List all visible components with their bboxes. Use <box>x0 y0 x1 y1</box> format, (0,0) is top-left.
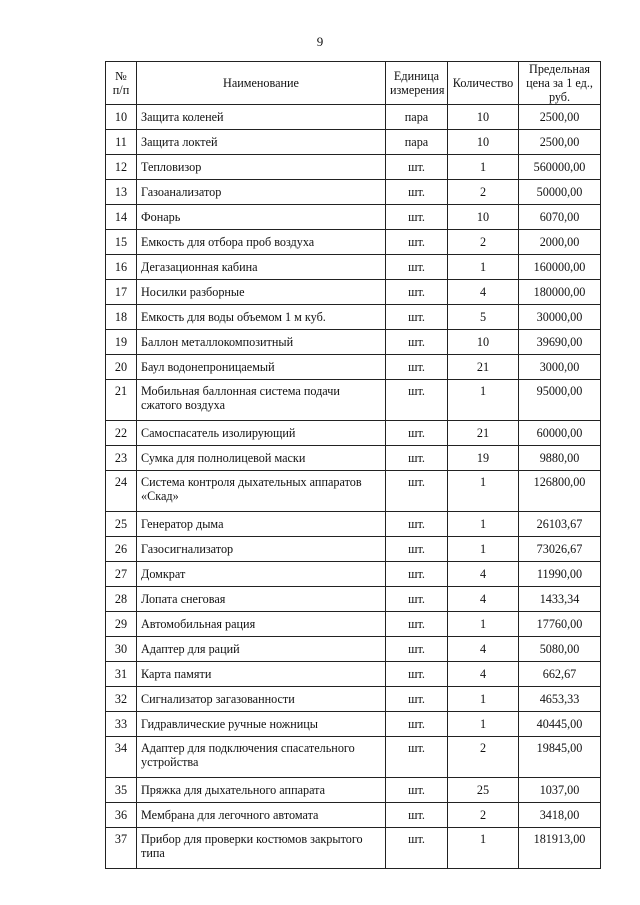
cell-unit: шт. <box>386 205 448 230</box>
table-row <box>106 587 601 612</box>
cell-qty: 2 <box>448 180 519 205</box>
table-row <box>106 803 601 828</box>
cell-qty: 10 <box>448 205 519 230</box>
cell-name: Гидравлические ручные ножницы <box>137 712 386 737</box>
cell-unit: шт. <box>386 512 448 537</box>
table-row <box>106 537 601 562</box>
cell-num: 26 <box>106 537 137 562</box>
header-name: Наименование <box>137 62 386 105</box>
cell-qty: 4 <box>448 662 519 687</box>
table-row <box>106 230 601 255</box>
cell-price: 26103,67 <box>519 512 601 537</box>
header-qty: Количество <box>448 62 519 105</box>
cell-num: 31 <box>106 662 137 687</box>
cell-qty: 10 <box>448 130 519 155</box>
cell-num: 14 <box>106 205 137 230</box>
cell-name: Сигнализатор загазованности <box>137 687 386 712</box>
cell-num: 30 <box>106 637 137 662</box>
cell-price: 1037,00 <box>519 778 601 803</box>
cell-name: Емкость для отбора проб воздуха <box>137 230 386 255</box>
cell-qty: 4 <box>448 562 519 587</box>
cell-price: 60000,00 <box>519 421 601 446</box>
table-row <box>106 305 601 330</box>
cell-unit: шт. <box>386 803 448 828</box>
cell-unit: пара <box>386 105 448 130</box>
cell-name: Емкость для воды объемом 1 м куб. <box>137 305 386 330</box>
cell-price: 17760,00 <box>519 612 601 637</box>
table-row <box>106 205 601 230</box>
cell-unit: шт. <box>386 471 448 512</box>
cell-price: 2000,00 <box>519 230 601 255</box>
cell-num: 15 <box>106 230 137 255</box>
cell-unit: шт. <box>386 537 448 562</box>
cell-name: Газоанализатор <box>137 180 386 205</box>
cell-qty: 4 <box>448 587 519 612</box>
cell-num: 11 <box>106 130 137 155</box>
table-row <box>106 446 601 471</box>
cell-name: Прибор для проверки костюмов закрытого типа <box>137 828 386 869</box>
table-row <box>106 280 601 305</box>
cell-num: 25 <box>106 512 137 537</box>
cell-name: Карта памяти <box>137 662 386 687</box>
cell-unit: шт. <box>386 355 448 380</box>
cell-qty: 1 <box>448 255 519 280</box>
cell-name: Адаптер для подключения спасательного устройства <box>137 737 386 778</box>
cell-unit: шт. <box>386 155 448 180</box>
cell-name: Баул водонепроницаемый <box>137 355 386 380</box>
table-row <box>106 180 601 205</box>
cell-num: 13 <box>106 180 137 205</box>
cell-name: Сумка для полнолицевой маски <box>137 446 386 471</box>
table-row <box>106 355 601 380</box>
cell-price: 180000,00 <box>519 280 601 305</box>
cell-qty: 19 <box>448 446 519 471</box>
table-row <box>106 737 601 778</box>
cell-num: 24 <box>106 471 137 512</box>
cell-price: 3000,00 <box>519 355 601 380</box>
cell-num: 12 <box>106 155 137 180</box>
cell-price: 11990,00 <box>519 562 601 587</box>
cell-price: 1433,34 <box>519 587 601 612</box>
table-row <box>106 330 601 355</box>
cell-num: 27 <box>106 562 137 587</box>
table-row <box>106 828 601 869</box>
cell-price: 662,67 <box>519 662 601 687</box>
cell-num: 29 <box>106 612 137 637</box>
cell-price: 160000,00 <box>519 255 601 280</box>
cell-price: 30000,00 <box>519 305 601 330</box>
cell-qty: 10 <box>448 330 519 355</box>
cell-num: 10 <box>106 105 137 130</box>
cell-name: Лопата снеговая <box>137 587 386 612</box>
cell-qty: 1 <box>448 155 519 180</box>
cell-unit: шт. <box>386 778 448 803</box>
cell-qty: 10 <box>448 105 519 130</box>
cell-unit: шт. <box>386 612 448 637</box>
cell-qty: 21 <box>448 355 519 380</box>
cell-qty: 25 <box>448 778 519 803</box>
cell-qty: 4 <box>448 280 519 305</box>
cell-unit: шт. <box>386 637 448 662</box>
price-table <box>105 61 601 869</box>
cell-name: Защита локтей <box>137 130 386 155</box>
table-row <box>106 612 601 637</box>
cell-unit: шт. <box>386 230 448 255</box>
cell-name: Самоспасатель изолирующий <box>137 421 386 446</box>
cell-unit: шт. <box>386 687 448 712</box>
cell-qty: 2 <box>448 230 519 255</box>
cell-num: 16 <box>106 255 137 280</box>
cell-name: Дегазационная кабина <box>137 255 386 280</box>
cell-price: 9880,00 <box>519 446 601 471</box>
cell-qty: 2 <box>448 737 519 778</box>
cell-name: Тепловизор <box>137 155 386 180</box>
table-row <box>106 778 601 803</box>
cell-qty: 1 <box>448 380 519 421</box>
cell-name: Баллон металлокомпозитный <box>137 330 386 355</box>
cell-price: 2500,00 <box>519 130 601 155</box>
header-num: № п/п <box>106 62 137 105</box>
cell-num: 21 <box>106 380 137 421</box>
cell-price: 19845,00 <box>519 737 601 778</box>
cell-qty: 2 <box>448 803 519 828</box>
cell-qty: 1 <box>448 512 519 537</box>
cell-name: Автомобильная рация <box>137 612 386 637</box>
table-row <box>106 155 601 180</box>
cell-num: 22 <box>106 421 137 446</box>
page-number: 9 <box>316 34 324 49</box>
cell-unit: шт. <box>386 828 448 869</box>
cell-unit: шт. <box>386 180 448 205</box>
cell-price: 181913,00 <box>519 828 601 869</box>
cell-price: 50000,00 <box>519 180 601 205</box>
cell-qty: 1 <box>448 537 519 562</box>
cell-price: 95000,00 <box>519 380 601 421</box>
table-row <box>106 380 601 421</box>
cell-name: Носилки разборные <box>137 280 386 305</box>
cell-num: 35 <box>106 778 137 803</box>
cell-qty: 4 <box>448 637 519 662</box>
table-row <box>106 662 601 687</box>
cell-num: 20 <box>106 355 137 380</box>
cell-unit: шт. <box>386 255 448 280</box>
cell-price: 5080,00 <box>519 637 601 662</box>
cell-num: 19 <box>106 330 137 355</box>
header-price: Предельная цена за 1 ед., руб. <box>519 62 601 105</box>
cell-price: 2500,00 <box>519 105 601 130</box>
cell-name: Мембрана для легочного автомата <box>137 803 386 828</box>
table-row <box>106 512 601 537</box>
cell-unit: шт. <box>386 737 448 778</box>
cell-name: Генератор дыма <box>137 512 386 537</box>
cell-unit: шт. <box>386 562 448 587</box>
cell-name: Адаптер для раций <box>137 637 386 662</box>
cell-price: 126800,00 <box>519 471 601 512</box>
table-row <box>106 562 601 587</box>
cell-unit: шт. <box>386 280 448 305</box>
cell-unit: шт. <box>386 446 448 471</box>
cell-num: 34 <box>106 737 137 778</box>
cell-name: Пряжка для дыхательного аппарата <box>137 778 386 803</box>
cell-qty: 1 <box>448 612 519 637</box>
cell-name: Мобильная баллонная система подачи сжатого воздуха <box>137 380 386 421</box>
cell-price: 73026,67 <box>519 537 601 562</box>
cell-num: 32 <box>106 687 137 712</box>
cell-name: Защита коленей <box>137 105 386 130</box>
cell-qty: 1 <box>448 471 519 512</box>
table-header-row <box>106 62 601 105</box>
cell-num: 18 <box>106 305 137 330</box>
table-row <box>106 687 601 712</box>
cell-qty: 5 <box>448 305 519 330</box>
cell-unit: шт. <box>386 662 448 687</box>
cell-name: Система контроля дыхательных аппаратов «Скад» <box>137 471 386 512</box>
cell-price: 6070,00 <box>519 205 601 230</box>
cell-unit: шт. <box>386 712 448 737</box>
cell-unit: шт. <box>386 380 448 421</box>
cell-num: 33 <box>106 712 137 737</box>
cell-num: 36 <box>106 803 137 828</box>
cell-name: Газосигнализатор <box>137 537 386 562</box>
cell-price: 4653,33 <box>519 687 601 712</box>
cell-unit: шт. <box>386 330 448 355</box>
cell-num: 37 <box>106 828 137 869</box>
cell-name: Домкрат <box>137 562 386 587</box>
header-unit: Единица измерения <box>386 62 448 105</box>
table-row <box>106 712 601 737</box>
cell-name: Фонарь <box>137 205 386 230</box>
cell-qty: 1 <box>448 828 519 869</box>
table-row <box>106 637 601 662</box>
cell-price: 560000,00 <box>519 155 601 180</box>
cell-qty: 21 <box>448 421 519 446</box>
cell-qty: 1 <box>448 712 519 737</box>
cell-num: 28 <box>106 587 137 612</box>
cell-unit: шт. <box>386 421 448 446</box>
table-row <box>106 130 601 155</box>
cell-qty: 1 <box>448 687 519 712</box>
cell-unit: пара <box>386 130 448 155</box>
table-row <box>106 105 601 130</box>
cell-price: 39690,00 <box>519 330 601 355</box>
cell-num: 23 <box>106 446 137 471</box>
cell-price: 40445,00 <box>519 712 601 737</box>
cell-price: 3418,00 <box>519 803 601 828</box>
cell-unit: шт. <box>386 305 448 330</box>
table-row <box>106 421 601 446</box>
cell-num: 17 <box>106 280 137 305</box>
table-row <box>106 471 601 512</box>
table-row <box>106 255 601 280</box>
cell-unit: шт. <box>386 587 448 612</box>
